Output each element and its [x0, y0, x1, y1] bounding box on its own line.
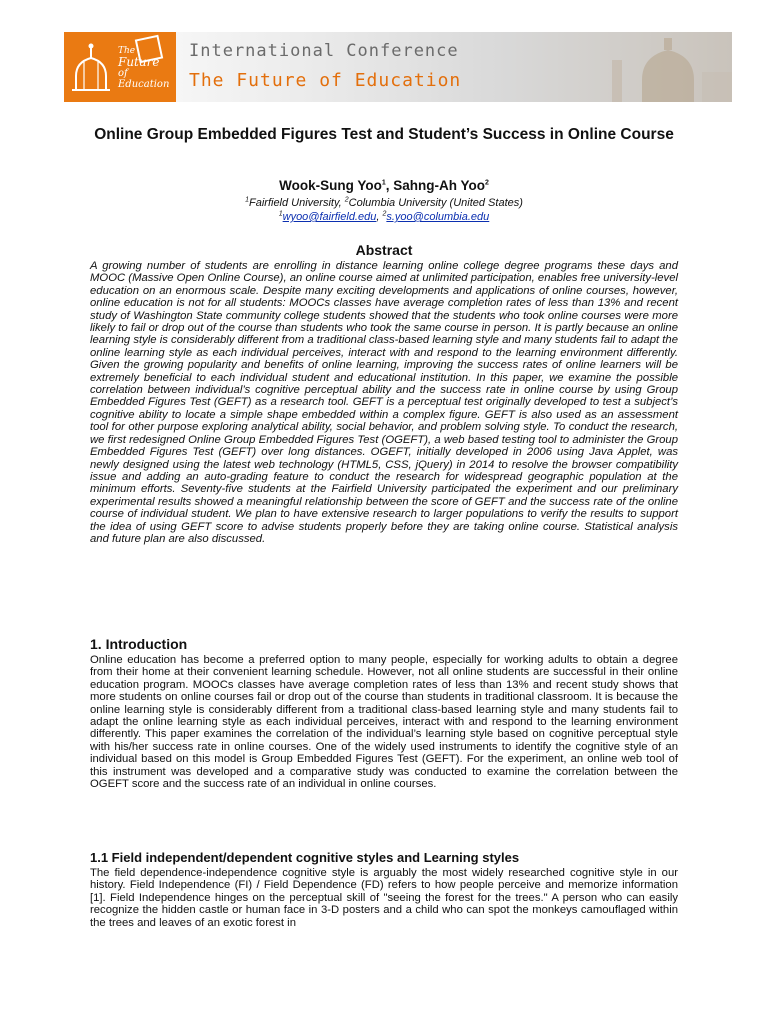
author-emails [90, 211, 678, 223]
logo-line-3: of Education [118, 68, 170, 90]
logo-wordmark [118, 46, 176, 90]
subsection-heading: 1.1 Field independent/dependent cognitive styles and Learning styles [90, 850, 520, 865]
author-superscript: 2 [485, 179, 489, 187]
logo-line-1: The [118, 46, 136, 56]
paper-title: Online Group Embedded Figures Test and Student’s Success in Online Course [94, 126, 674, 143]
conference-name: International Conference [189, 41, 459, 61]
affiliation: Fairfield University, [249, 197, 345, 209]
section-heading: 1. Introduction [90, 636, 188, 652]
conference-theme: The Future of Education [189, 70, 462, 91]
email-link[interactable]: wyoo@fairfield.edu [282, 211, 377, 223]
affiliation-superscript: 1 [245, 196, 249, 204]
author-name: Sahng-Ah Yoo [393, 178, 485, 193]
author-list [90, 178, 678, 193]
affiliation-superscript: 2 [344, 196, 349, 204]
conference-logo [64, 32, 176, 102]
author-superscript: 1 [381, 179, 386, 187]
affiliation: Columbia University (United States) [348, 197, 523, 209]
abstract-heading: Abstract [355, 242, 413, 258]
email-separator: , [376, 211, 383, 223]
email-superscript: 2 [382, 210, 387, 218]
cathedral-image-icon [582, 32, 732, 102]
email-superscript: 1 [278, 210, 283, 218]
subsection-text: The field dependence-independence cognitive style is arguably the most widely researched cognitive style in our history. Field Independence (FI) / Field Dependence (FD) refers to how people perceive and memorize information [1]. Field Independence hinges on the perceptual skill of "seeing the forest for the trees." A person who can easily recognize the hidden castle or human face in 3-D posters and a child who can spot the monkeys camouflaged within the trees and leaves of an exotic forest in [90, 867, 678, 929]
email-link[interactable]: s.yoo@columbia.edu [386, 211, 490, 223]
abstract-text: A growing number of students are enrolling in distance learning online college degree programs these days and MOOC (Massive Open Online Course), an online course aimed at unlimited participation, enables free university-level education on an enormous scale. Despite many exciting developments and applications of online courses, however, online education is not for all students: MOOCs classes have average completion rates of less than 13% and recent study of Washington State community college students showed that the students who took online courses were more likely to fail or drop out of the course than students who took the same course in person. It is partly because an online learning style is considerably different from a traditional class-based learning style and many students fail to adapt the online learning style as each individual perceives, interact with and respond to the learning environment differently. Given the growing popularity and benefits of online learning, improving the success rates of online learners will be extremely beneficial to each individual student and educational institution. In this paper, we examine the possible correlation between individual’s cognitive perceptual ability and the success rate in online course by using Group Embedded Figures Test (GEFT) as a research tool. GEFT is a perceptual test originally developed to test a subject’s cognitive ability to locate a simple shape embedded within a complex figure. GEFT is also used as an assessment tool for other purpose exploring analytical ability, social behavior, and problem solving style. To conduct the research, we first redesigned Online Group Embedded Figures Test (OGEFT), a web based testing tool to administer the Group Embedded Figures Test (GEFT) over long distances. OGEFT, initially developed in 2006 using Java Applet, was newly designed using the latest web technology (HTML5, CSS, jQuery) in 2014 to resolve the browser compatibility issue and adding an auto-grading feature to conduct the research for widespread geographic population at the minimum efforts. Seventy-five students at the Fairfield University participated the experiment and our preliminary experimental results showed a meaningful relationship between the score of GEFT and the success rate of the online course of individual student. We plan to have extensive research to larger populations to verify the results to support the idea of using GEFT score to advise students properly before they are taking online course. Statistical analysis and future plan are also discussed. [90, 260, 678, 545]
author-separator: , [385, 178, 394, 193]
author-name: Wook-Sung Yoo [279, 178, 382, 193]
logo-line-2: Future [118, 55, 160, 69]
affiliations [90, 197, 678, 209]
conference-banner [64, 32, 732, 102]
section-text: Online education has become a preferred option to many people, especially for working adults to obtain a degree from their home at their convenient learning schedule. However, not all online students are successful in their online education program. MOOCs classes have average completion rates of less than 13% and recent study shows that more students on online courses fail or drop out of the course than students in traditional classroom. It is because the online learning style is considerably different from a traditional class-based learning style and many students fail to adapt the online learning style as each individual perceives, interact with and respond to the learning environment differently. This paper examines the correlation of the individual’s learning style based on cognitive perceptual style with his/her success rate in online courses. One of the widely used instruments to identify the cognitive style of an individual based on this model is Group Embedded Figures Test (GEFT). For the experiment, an online web tool of this instrument was developed and a comparative study was conducted to examine the correlation between the OGEFT score and the success rate of an individual in online courses. [90, 654, 678, 791]
